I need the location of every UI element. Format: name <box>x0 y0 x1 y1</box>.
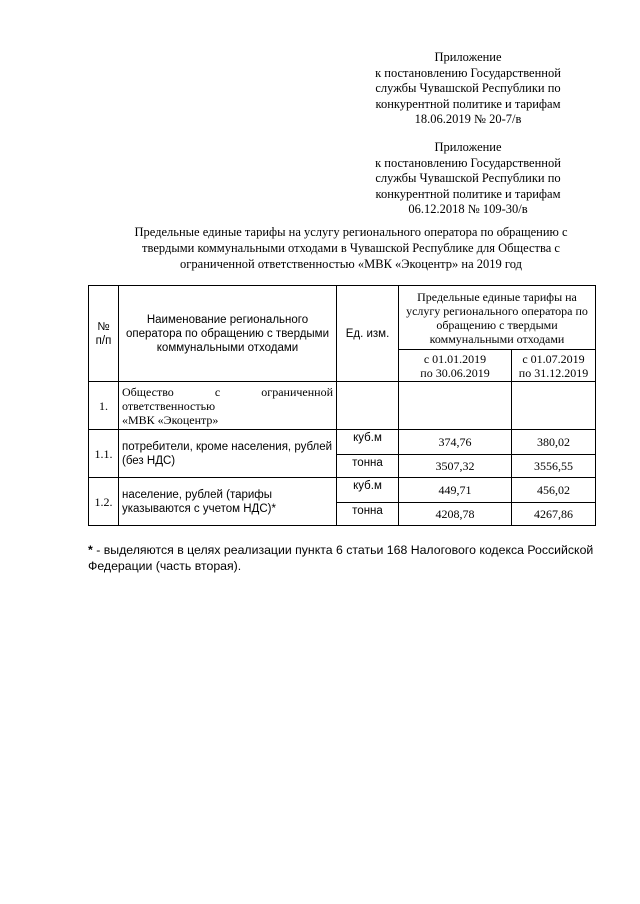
header-tariffs: Предельные единые тарифы на услугу регионального оператора по обращению с твердыми коммунальными отходами <box>399 286 596 350</box>
appendix-line: службы Чувашской Республики по <box>375 81 561 95</box>
tariff-value: 3556,55 <box>512 455 596 478</box>
appendix-line: к постановлению Государственной <box>375 65 561 80</box>
document-title <box>96 224 606 272</box>
tariff-value: 374,76 <box>399 430 512 455</box>
appendix-line: службы Чувашской Республики по <box>375 171 561 185</box>
row-num: 1. <box>89 382 119 430</box>
table-header-row <box>89 286 596 350</box>
title-line: Предельные единые тарифы на услугу регионального оператора по обращению с <box>134 225 568 239</box>
operator-name-line: ответственностью <box>122 398 216 413</box>
tariffs-table <box>88 285 596 526</box>
appendix-line: к постановлению Государственной <box>375 155 561 170</box>
row-operator-name <box>119 382 337 430</box>
operator-name-line: «МВК «Экоцентр» <box>122 412 219 427</box>
footnote-star: * <box>88 543 93 557</box>
unit-tonne: тонна <box>337 455 399 478</box>
appendix-line: 18.06.2019 № 20-7/в <box>414 112 522 126</box>
table-row <box>89 430 596 455</box>
operator-name-line: Общество с ограниченной <box>122 384 333 399</box>
unit-cubic-meter: куб.м <box>337 478 399 503</box>
header-unit: Ед. изм. <box>337 286 399 382</box>
title-line: ограниченной ответственностью «МВК «Экоцентр» на 2019 год <box>180 257 522 271</box>
header-operator-name: Наименование регионального оператора по обращению с твердыми коммунальными отходами <box>119 286 337 382</box>
row-consumer-group: население, рублей (тарифы указываются с учетом НДС)* <box>119 478 337 526</box>
tariff-value: 449,71 <box>399 478 512 503</box>
row-consumer-group: потребители, кроме населения, рублей (без НДС) <box>119 430 337 478</box>
appendix-note-previous <box>352 140 584 218</box>
appendix-line: Приложение <box>434 140 502 154</box>
tariff-value: 456,02 <box>512 478 596 503</box>
row-period-1-empty <box>399 382 512 430</box>
appendix-line: Приложение <box>434 50 502 64</box>
row-period-2-empty <box>512 382 596 430</box>
appendix-line: 06.12.2018 № 109-30/в <box>408 202 528 216</box>
footnote <box>88 542 608 574</box>
tariff-value: 4267,86 <box>512 503 596 526</box>
title-line: твердыми коммунальными отходами в Чувашской Республике для Общества с <box>142 241 560 255</box>
appendix-line: конкурентной политике и тарифам <box>375 186 561 201</box>
row-unit-empty <box>337 382 399 430</box>
table-row <box>89 478 596 503</box>
tariff-value: 3507,32 <box>399 455 512 478</box>
header-period-2: с 01.07.2019 по 31.12.2019 <box>512 350 596 382</box>
header-period-1: с 01.01.2019 по 30.06.2019 <box>399 350 512 382</box>
appendix-note-current <box>352 50 584 128</box>
appendix-line: конкурентной политике и тарифам <box>375 96 561 111</box>
footnote-text: - выделяются в целях реализации пункта 6 статьи 168 Налогового кодекса Российской Федерации (часть вторая). <box>88 543 594 573</box>
row-num: 1.2. <box>89 478 119 526</box>
unit-cubic-meter: куб.м <box>337 430 399 455</box>
tariff-value: 380,02 <box>512 430 596 455</box>
tariff-value: 4208,78 <box>399 503 512 526</box>
header-num: № п/п <box>89 286 119 382</box>
row-num: 1.1. <box>89 430 119 478</box>
table-row <box>89 382 596 430</box>
unit-tonne: тонна <box>337 503 399 526</box>
